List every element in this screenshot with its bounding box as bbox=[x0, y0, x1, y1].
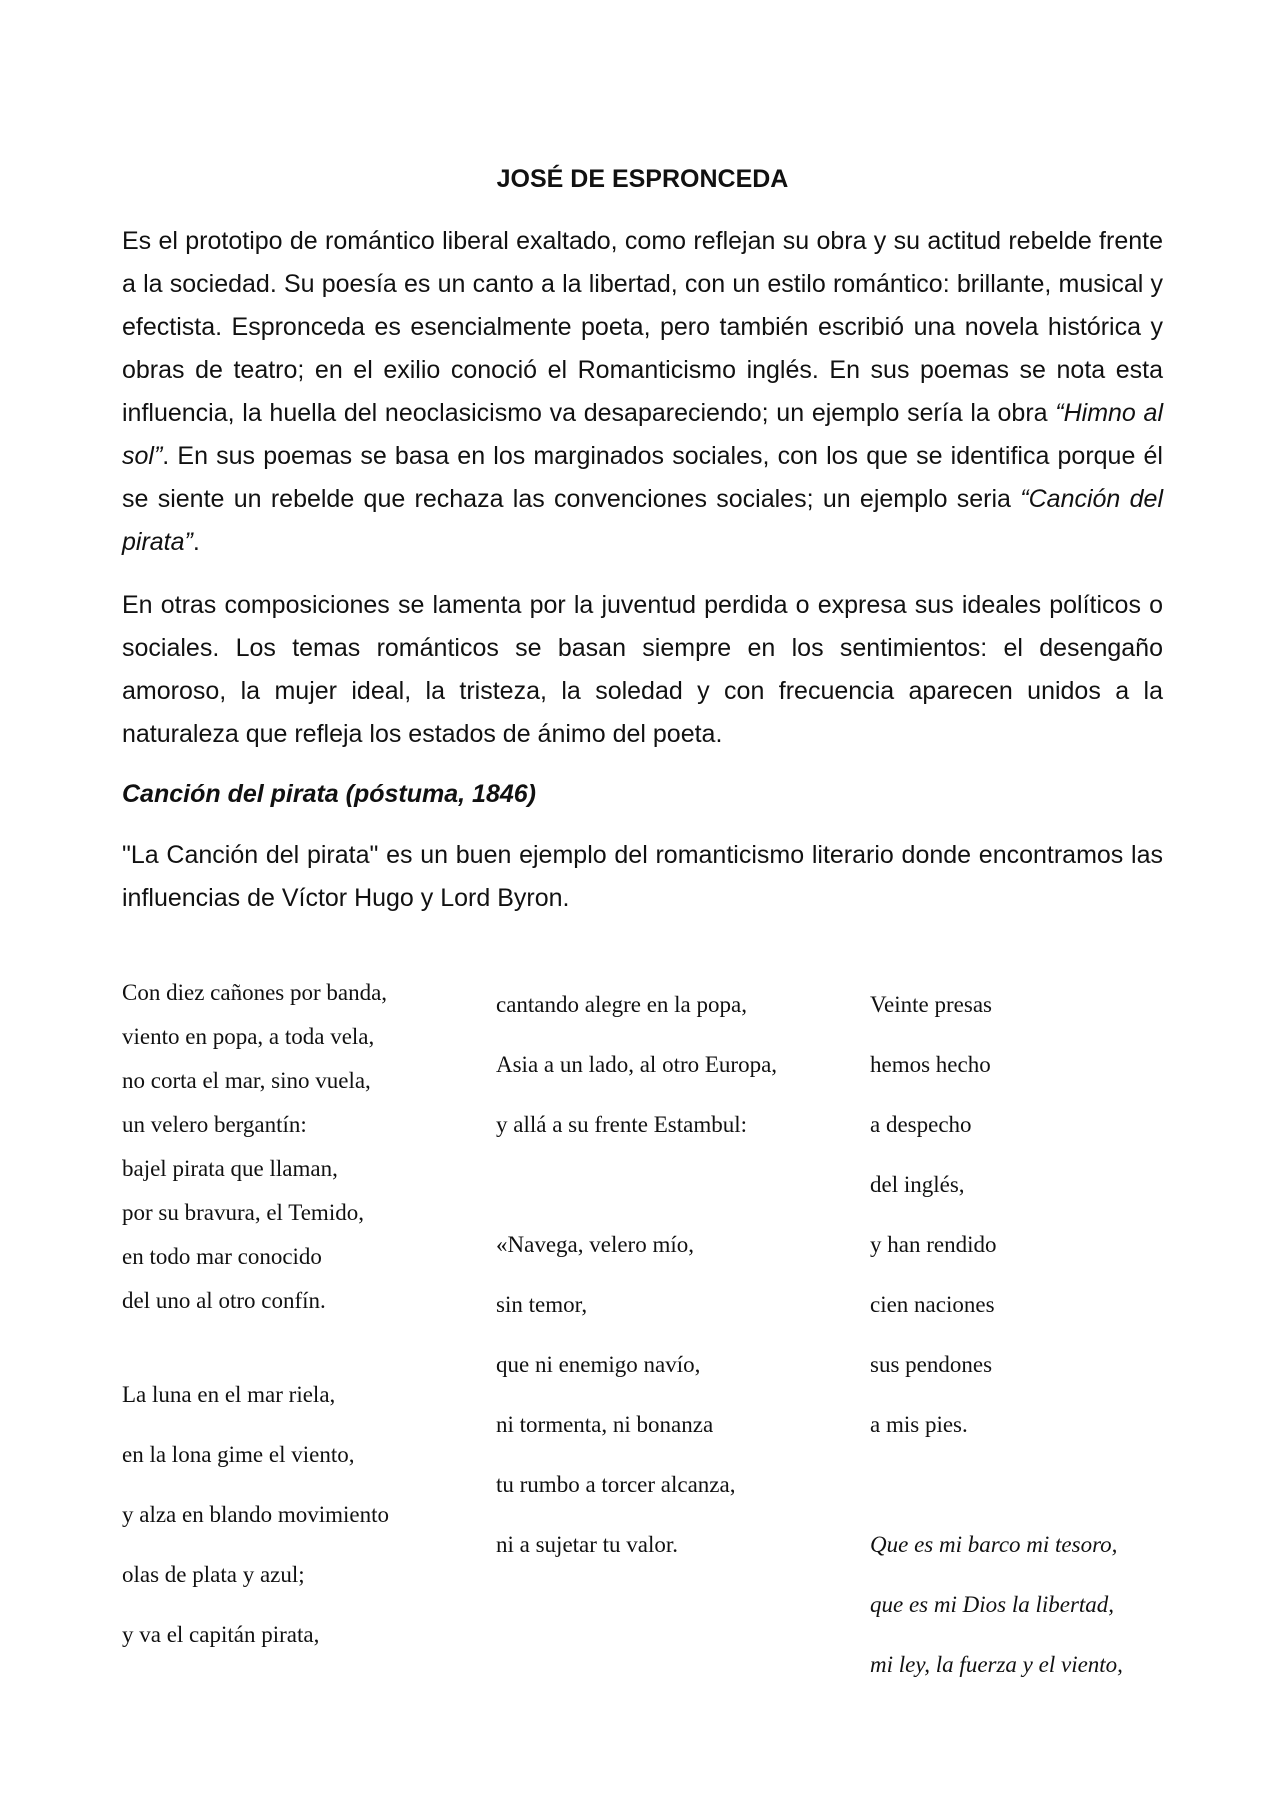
poem-line: bajel pirata que llaman, bbox=[122, 1156, 338, 1181]
intro-paragraph bbox=[122, 220, 1163, 564]
poem-line: y han rendido bbox=[870, 1232, 997, 1257]
poem-line: en todo mar conocido bbox=[122, 1244, 322, 1269]
poem-line: por su bravura, el Temido, bbox=[122, 1200, 364, 1225]
poem-line: sus pendones bbox=[870, 1352, 993, 1377]
poem-line: y allá a su frente Estambul: bbox=[496, 1112, 748, 1137]
poem-line: Asia a un lado, al otro Europa, bbox=[496, 1052, 778, 1077]
poem-line: olas de plata y azul; bbox=[122, 1562, 305, 1587]
intro-text-3: . bbox=[192, 528, 200, 556]
themes-paragraph: En otras composiciones se lamenta por la juventud perdida o expresa sus ideales políticos o sociales. Los temas románticos se basan siempre en los sentimientos: el desengaño amoroso, la mujer ideal, la tristeza, la soledad y con frecuencia aparecen unidos a la naturaleza que refleja los estados de ánimo del poeta. bbox=[122, 591, 1163, 748]
poem-line: en la lona gime el viento, bbox=[122, 1442, 355, 1467]
poem-line: ni a sujetar tu valor. bbox=[496, 1532, 679, 1557]
poem-line: viento en popa, a toda vela, bbox=[122, 1024, 375, 1049]
poem-line: La luna en el mar riela, bbox=[122, 1382, 336, 1407]
poem-line: ni tormenta, ni bonanza bbox=[496, 1412, 714, 1437]
poem-line: y va el capitán pirata, bbox=[122, 1622, 320, 1647]
poem-line: un velero bergantín: bbox=[122, 1112, 307, 1137]
poem-line: hemos hecho bbox=[870, 1052, 991, 1077]
poem-line: cien naciones bbox=[870, 1292, 995, 1317]
poem-line: del inglés, bbox=[870, 1172, 965, 1197]
work-title-himno: “Himno al sol” bbox=[122, 399, 1163, 470]
poem-line: sin temor, bbox=[496, 1292, 588, 1317]
poem-line: que es mi Dios la libertad, bbox=[870, 1592, 1115, 1617]
poem-line: a despecho bbox=[870, 1112, 972, 1137]
poem-line: a mis pies. bbox=[870, 1412, 968, 1437]
poem-line: Veinte presas bbox=[870, 992, 992, 1017]
intro-text-2: . En sus poemas se basa en los marginados sociales, con los que se identifica porque él se siente un rebelde que rechaza las convenciones sociales; un ejemplo seria bbox=[122, 442, 1163, 513]
poem-line: «Navega, velero mío, bbox=[496, 1232, 694, 1257]
poem-line: Que es mi barco mi tesoro, bbox=[870, 1532, 1118, 1557]
poem-intro-paragraph: "La Canción del pirata" es un buen ejemplo del romanticismo literario donde encontramos las influencias de Víctor Hugo y Lord Byron. bbox=[122, 841, 1163, 912]
poem-line: no corta el mar, sino vuela, bbox=[122, 1068, 371, 1093]
page-title: JOSÉ DE ESPRONCEDA bbox=[496, 165, 789, 193]
poem-line: del uno al otro confín. bbox=[122, 1288, 326, 1313]
poem-line: cantando alegre en la popa, bbox=[496, 992, 747, 1017]
poem-line: y alza en blando movimiento bbox=[122, 1502, 389, 1527]
poem-line: mi ley, la fuerza y el viento, bbox=[870, 1652, 1123, 1677]
poem-line: Con diez cañones por banda, bbox=[122, 980, 388, 1005]
poem-line: que ni enemigo navío, bbox=[496, 1352, 701, 1377]
poem-line: tu rumbo a torcer alcanza, bbox=[496, 1472, 736, 1497]
intro-text-1: Es el prototipo de romántico liberal exaltado, como reflejan su obra y su actitud rebelde frente a la sociedad. Su poesía es un canto a la libertad, con un estilo romántico: brillante, musical y efectista. Espronceda es esencialmente poeta, pero también escribió una novela histórica y obras de teatro; en el exilio conoció el Romanticismo inglés. En sus poemas se nota esta influencia, la huella del neoclasicismo va desapareciendo; un ejemplo sería la obra bbox=[122, 227, 1163, 427]
work-title-cancion: “Canción del pirata” bbox=[122, 485, 1163, 556]
poem-subheading: Canción del pirata (póstuma, 1846) bbox=[122, 780, 536, 808]
